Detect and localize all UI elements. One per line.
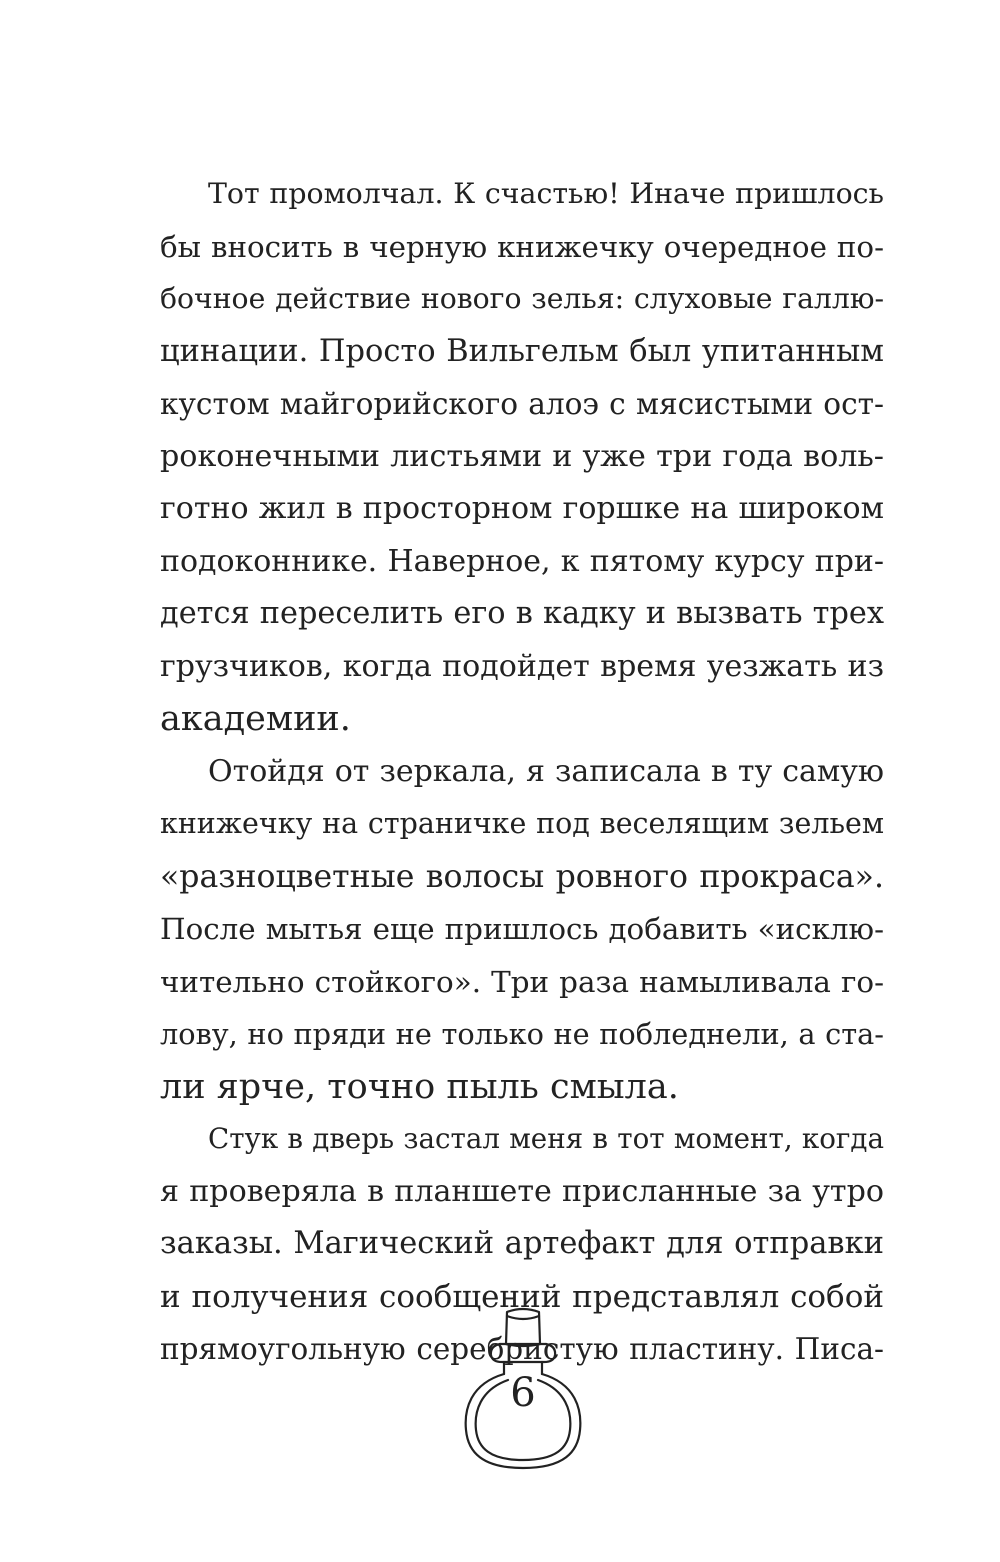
text-line: ли ярче, точно пыль смыла. [160,1066,679,1107]
text-line: книжечку на страничке под веселящим зельем [160,807,884,840]
text-line: готно жил в просторном горшке на широком [160,491,884,526]
text-line: роконечными листьями и уже три года воль- [160,438,884,474]
text-line: дется переселить его в кадку и вызвать трех [160,596,884,631]
text-line: кустом майгорийского алоэ с мясистыми ост- [160,387,884,421]
page-number: 6 [510,1370,536,1416]
text-line: Отойдя от зеркала, я записала в ту самую [208,753,884,789]
text-line: бочное действие нового зелья: слуховые галлю- [160,282,884,315]
text-line: я проверяла в планшете присланные за утро [160,1173,884,1209]
text-line: Тот промолчал. К счастью! Иначе пришлось [208,177,884,210]
text-line: чительно стойкого». Три раза намыливала го- [160,964,884,999]
body-text [160,168,884,1376]
text-line: академии. [160,699,351,739]
text-line: После мытья еще пришлось добавить «исклю- [160,912,884,946]
text-line: лову, но пряди не только не побледнели, а ста- [160,1017,884,1051]
text-line: бы вносить в черную книжечку очередное по- [160,229,884,264]
text-line: и получения сообщений представлял собой [160,1278,884,1315]
text-line: «разноцветные волосы ровного прокраса». [160,858,884,895]
text-line: прямоугольную серебристую пластину. Писа- [160,1332,884,1366]
text-line: подоконнике. Наверное, к пятому курсу при- [160,543,884,579]
text-line: цинации. Просто Вильгельм был упитанным [160,333,884,369]
text-line: грузчиков, когда подойдет время уезжать из [160,648,884,684]
text-line: Стук в дверь застал меня в тот момент, когда [208,1122,884,1155]
text-line: заказы. Магический артефакт для отправки [160,1226,884,1261]
